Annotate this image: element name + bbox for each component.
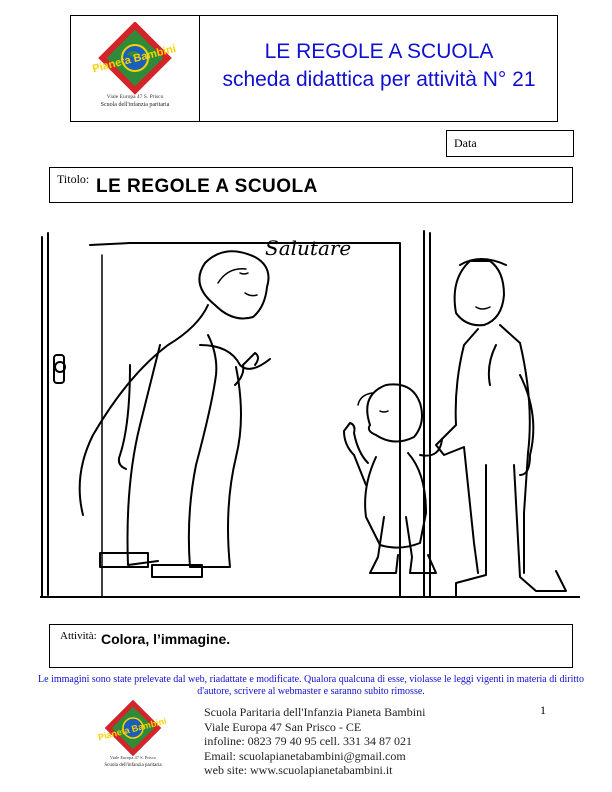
- logo-name: Pianeta Bambini: [91, 42, 178, 76]
- copyright-disclaimer: Le immagini sono state prelevate dal web, riadattate e modificate. Qualora qualcuna di esse, violasse le leggi vigenti in materia di diritto d'autore, scrivere al webmaster e saranno subito rimosse.: [38, 674, 584, 697]
- footer-logo-name: Pianeta Bambini: [97, 715, 168, 743]
- titolo-label: Titolo:: [57, 172, 90, 186]
- father-figure: [436, 259, 566, 597]
- coloring-illustration: [40, 225, 580, 605]
- teacher-figure: [80, 251, 270, 577]
- footer-address: Viale Europa 47 San Prisco - CE: [204, 719, 362, 734]
- sheet-subtitle: scheda didattica per attività N° 21: [222, 68, 536, 91]
- footer-logo-icon: [88, 700, 178, 770]
- date-label: Data: [454, 136, 477, 150]
- footer-contact: [204, 705, 425, 778]
- logo-subtitle: Scuola dell'infanzia paritaria: [100, 102, 170, 108]
- footer-logo-address: Viale Europa 47 S. Prisco: [109, 755, 157, 760]
- child-figure: [344, 384, 442, 573]
- page-number: 1: [540, 703, 546, 717]
- activity-label: Attività:: [60, 630, 97, 642]
- footer-email[interactable]: Email: scuolapianetabambini@gmail.com: [204, 748, 406, 763]
- footer-school: Scuola Paritaria dell'Infanzia Pianeta Bambini: [204, 705, 426, 719]
- titolo-value: LE REGOLE A SCUOLA: [96, 176, 318, 197]
- footer-website[interactable]: web site: www.scuolapianetabambini.it: [204, 763, 393, 777]
- sheet-title: LE REGOLE A SCUOLA: [264, 40, 494, 63]
- logo-address: Viale Europa 47 S. Prisco: [106, 94, 164, 100]
- pianeta-bambini-logo: [80, 22, 190, 112]
- footer-phones: infoline: 0823 79 40 95 cell. 331 34 87 021: [204, 734, 412, 748]
- illustration-caption: Salutare: [265, 236, 352, 260]
- activity-value: Colora, l’immagine.: [101, 631, 231, 647]
- footer-logo-subtitle: Scuola dell'infanzia paritaria: [104, 763, 162, 768]
